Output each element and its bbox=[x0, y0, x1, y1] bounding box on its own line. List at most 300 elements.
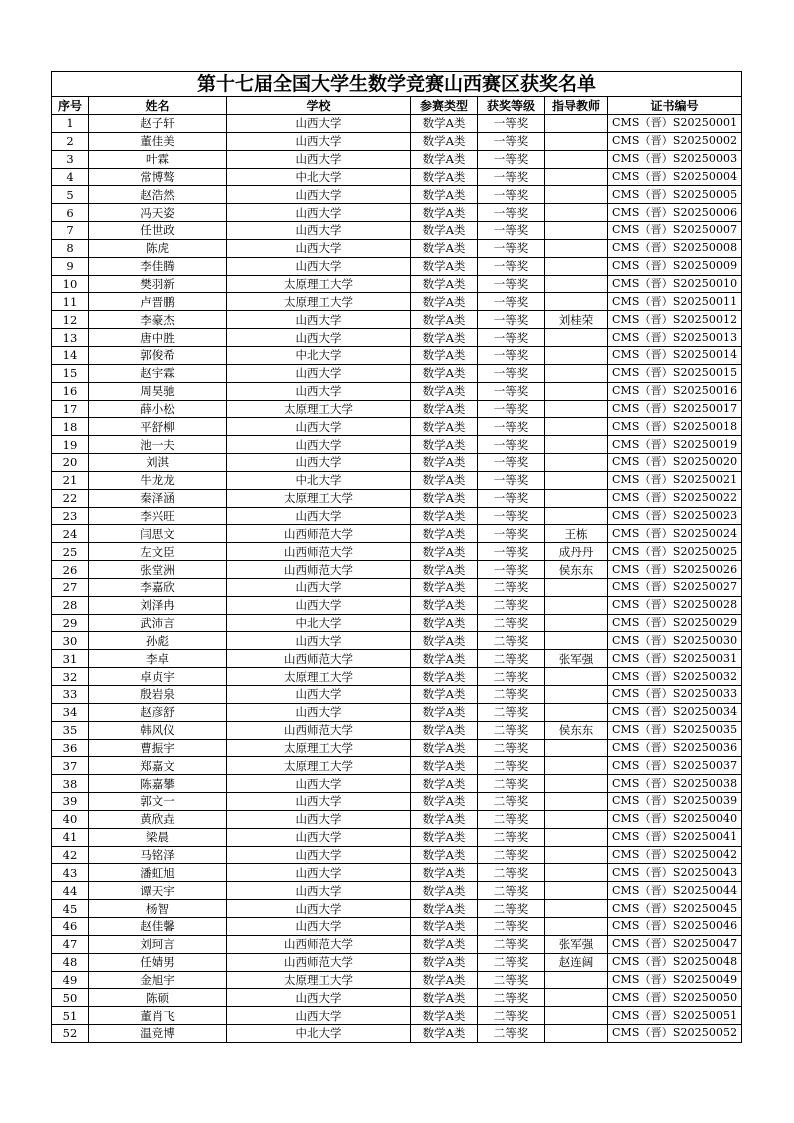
cell-index: 35 bbox=[52, 721, 89, 739]
cell-name: 马铭泽 bbox=[89, 846, 227, 864]
cell-advisor bbox=[545, 596, 608, 614]
table-row bbox=[52, 364, 742, 382]
cell-name: 任世政 bbox=[89, 222, 227, 240]
cell-category: 数学A类 bbox=[411, 489, 478, 507]
table-row bbox=[52, 115, 742, 133]
cell-advisor bbox=[545, 132, 608, 150]
cell-name: 常博骜 bbox=[89, 168, 227, 186]
cell-award-level: 二等奖 bbox=[478, 971, 545, 989]
table-row bbox=[52, 810, 742, 828]
cell-school: 山西大学 bbox=[227, 775, 411, 793]
cell-advisor bbox=[545, 668, 608, 686]
cell-advisor bbox=[545, 614, 608, 632]
cell-category: 数学A类 bbox=[411, 917, 478, 935]
cell-name: 孙彪 bbox=[89, 632, 227, 650]
cell-index: 18 bbox=[52, 418, 89, 436]
cell-school: 太原理工大学 bbox=[227, 275, 411, 293]
cell-name: 陈虎 bbox=[89, 239, 227, 257]
cell-advisor bbox=[545, 739, 608, 757]
cell-advisor: 张军强 bbox=[545, 650, 608, 668]
cell-index: 43 bbox=[52, 864, 89, 882]
cell-award-level: 二等奖 bbox=[478, 578, 545, 596]
cell-category: 数学A类 bbox=[411, 543, 478, 561]
header-name: 姓名 bbox=[89, 97, 227, 115]
cell-school: 山西大学 bbox=[227, 793, 411, 811]
cell-school: 山西师范大学 bbox=[227, 935, 411, 953]
cell-certificate-id: CMS（晋）S20250009 bbox=[608, 257, 742, 275]
table-row bbox=[52, 721, 742, 739]
cell-name: 武沛言 bbox=[89, 614, 227, 632]
cell-name: 韩风仪 bbox=[89, 721, 227, 739]
cell-school: 山西大学 bbox=[227, 257, 411, 275]
cell-award-level: 一等奖 bbox=[478, 275, 545, 293]
cell-category: 数学A类 bbox=[411, 596, 478, 614]
cell-certificate-id: CMS（晋）S20250044 bbox=[608, 882, 742, 900]
cell-certificate-id: CMS（晋）S20250014 bbox=[608, 346, 742, 364]
cell-school: 山西大学 bbox=[227, 989, 411, 1007]
cell-award-level: 一等奖 bbox=[478, 543, 545, 561]
cell-index: 48 bbox=[52, 953, 89, 971]
cell-index: 7 bbox=[52, 222, 89, 240]
table-row bbox=[52, 257, 742, 275]
cell-category: 数学A类 bbox=[411, 311, 478, 329]
table-row bbox=[52, 953, 742, 971]
cell-advisor bbox=[545, 757, 608, 775]
cell-index: 46 bbox=[52, 917, 89, 935]
cell-school: 山西大学 bbox=[227, 703, 411, 721]
cell-school: 山西大学 bbox=[227, 204, 411, 222]
cell-award-level: 二等奖 bbox=[478, 953, 545, 971]
cell-advisor bbox=[545, 364, 608, 382]
cell-school: 太原理工大学 bbox=[227, 971, 411, 989]
cell-certificate-id: CMS（晋）S20250052 bbox=[608, 1025, 742, 1043]
cell-name: 金旭宇 bbox=[89, 971, 227, 989]
cell-index: 40 bbox=[52, 810, 89, 828]
cell-name: 谭天宇 bbox=[89, 882, 227, 900]
cell-index: 19 bbox=[52, 436, 89, 454]
cell-award-level: 二等奖 bbox=[478, 614, 545, 632]
table-row bbox=[52, 632, 742, 650]
cell-advisor bbox=[545, 917, 608, 935]
cell-name: 李豪杰 bbox=[89, 311, 227, 329]
header-certificate-id: 证书编号 bbox=[608, 97, 742, 115]
cell-advisor bbox=[545, 329, 608, 347]
cell-category: 数学A类 bbox=[411, 686, 478, 704]
cell-award-level: 二等奖 bbox=[478, 721, 545, 739]
table-row bbox=[52, 900, 742, 918]
cell-index: 4 bbox=[52, 168, 89, 186]
cell-advisor bbox=[545, 971, 608, 989]
cell-index: 50 bbox=[52, 989, 89, 1007]
cell-school: 山西大学 bbox=[227, 454, 411, 472]
cell-school: 山西大学 bbox=[227, 115, 411, 133]
cell-award-level: 二等奖 bbox=[478, 882, 545, 900]
cell-index: 10 bbox=[52, 275, 89, 293]
table-row bbox=[52, 596, 742, 614]
cell-school: 山西师范大学 bbox=[227, 721, 411, 739]
cell-category: 数学A类 bbox=[411, 935, 478, 953]
cell-index: 5 bbox=[52, 186, 89, 204]
cell-category: 数学A类 bbox=[411, 471, 478, 489]
cell-award-level: 二等奖 bbox=[478, 703, 545, 721]
cell-category: 数学A类 bbox=[411, 418, 478, 436]
cell-category: 数学A类 bbox=[411, 257, 478, 275]
cell-award-level: 一等奖 bbox=[478, 436, 545, 454]
cell-advisor bbox=[545, 810, 608, 828]
cell-school: 山西师范大学 bbox=[227, 525, 411, 543]
cell-advisor bbox=[545, 186, 608, 204]
cell-advisor bbox=[545, 275, 608, 293]
cell-school: 山西大学 bbox=[227, 222, 411, 240]
cell-certificate-id: CMS（晋）S20250049 bbox=[608, 971, 742, 989]
cell-index: 11 bbox=[52, 293, 89, 311]
cell-index: 3 bbox=[52, 150, 89, 168]
table-row bbox=[52, 1007, 742, 1025]
cell-category: 数学A类 bbox=[411, 971, 478, 989]
cell-certificate-id: CMS（晋）S20250033 bbox=[608, 686, 742, 704]
cell-category: 数学A类 bbox=[411, 222, 478, 240]
cell-index: 6 bbox=[52, 204, 89, 222]
header-advisor: 指导教师 bbox=[545, 97, 608, 115]
cell-name: 冯天姿 bbox=[89, 204, 227, 222]
cell-name: 梁晨 bbox=[89, 828, 227, 846]
cell-certificate-id: CMS（晋）S20250008 bbox=[608, 239, 742, 257]
cell-name: 杨智 bbox=[89, 900, 227, 918]
cell-school: 中北大学 bbox=[227, 471, 411, 489]
cell-category: 数学A类 bbox=[411, 436, 478, 454]
cell-advisor bbox=[545, 150, 608, 168]
cell-index: 45 bbox=[52, 900, 89, 918]
cell-category: 数学A类 bbox=[411, 204, 478, 222]
cell-certificate-id: CMS（晋）S20250001 bbox=[608, 115, 742, 133]
cell-award-level: 一等奖 bbox=[478, 454, 545, 472]
cell-category: 数学A类 bbox=[411, 507, 478, 525]
cell-advisor bbox=[545, 454, 608, 472]
cell-award-level: 一等奖 bbox=[478, 311, 545, 329]
cell-school: 山西师范大学 bbox=[227, 561, 411, 579]
cell-certificate-id: CMS（晋）S20250016 bbox=[608, 382, 742, 400]
cell-category: 数学A类 bbox=[411, 132, 478, 150]
cell-advisor bbox=[545, 168, 608, 186]
cell-category: 数学A类 bbox=[411, 989, 478, 1007]
table-row bbox=[52, 793, 742, 811]
cell-certificate-id: CMS（晋）S20250018 bbox=[608, 418, 742, 436]
cell-certificate-id: CMS（晋）S20250050 bbox=[608, 989, 742, 1007]
cell-advisor bbox=[545, 1007, 608, 1025]
cell-name: 潘虹旭 bbox=[89, 864, 227, 882]
cell-advisor bbox=[545, 846, 608, 864]
cell-advisor bbox=[545, 828, 608, 846]
cell-index: 32 bbox=[52, 668, 89, 686]
cell-index: 14 bbox=[52, 346, 89, 364]
cell-school: 太原理工大学 bbox=[227, 293, 411, 311]
cell-advisor bbox=[545, 632, 608, 650]
cell-category: 数学A类 bbox=[411, 578, 478, 596]
cell-award-level: 二等奖 bbox=[478, 793, 545, 811]
cell-advisor bbox=[545, 471, 608, 489]
table-row bbox=[52, 132, 742, 150]
cell-school: 太原理工大学 bbox=[227, 400, 411, 418]
award-list-table bbox=[51, 71, 742, 1043]
cell-index: 22 bbox=[52, 489, 89, 507]
cell-advisor bbox=[545, 222, 608, 240]
cell-certificate-id: CMS（晋）S20250028 bbox=[608, 596, 742, 614]
cell-index: 2 bbox=[52, 132, 89, 150]
cell-index: 9 bbox=[52, 257, 89, 275]
cell-name: 董肖飞 bbox=[89, 1007, 227, 1025]
cell-index: 41 bbox=[52, 828, 89, 846]
cell-category: 数学A类 bbox=[411, 739, 478, 757]
table-row bbox=[52, 686, 742, 704]
cell-certificate-id: CMS（晋）S20250048 bbox=[608, 953, 742, 971]
cell-category: 数学A类 bbox=[411, 275, 478, 293]
header-row bbox=[52, 97, 742, 115]
cell-index: 30 bbox=[52, 632, 89, 650]
cell-name: 平舒柳 bbox=[89, 418, 227, 436]
table-row bbox=[52, 489, 742, 507]
cell-index: 1 bbox=[52, 115, 89, 133]
cell-certificate-id: CMS（晋）S20250003 bbox=[608, 150, 742, 168]
cell-category: 数学A类 bbox=[411, 329, 478, 347]
cell-certificate-id: CMS（晋）S20250046 bbox=[608, 917, 742, 935]
cell-name: 赵宇霖 bbox=[89, 364, 227, 382]
cell-name: 任婧男 bbox=[89, 953, 227, 971]
cell-index: 37 bbox=[52, 757, 89, 775]
header-category: 参赛类型 bbox=[411, 97, 478, 115]
cell-index: 31 bbox=[52, 650, 89, 668]
table-row bbox=[52, 150, 742, 168]
cell-school: 山西大学 bbox=[227, 186, 411, 204]
cell-index: 34 bbox=[52, 703, 89, 721]
cell-award-level: 一等奖 bbox=[478, 489, 545, 507]
cell-index: 25 bbox=[52, 543, 89, 561]
table-row bbox=[52, 311, 742, 329]
table-row bbox=[52, 186, 742, 204]
cell-certificate-id: CMS（晋）S20250026 bbox=[608, 561, 742, 579]
cell-index: 27 bbox=[52, 578, 89, 596]
cell-category: 数学A类 bbox=[411, 525, 478, 543]
cell-award-level: 一等奖 bbox=[478, 150, 545, 168]
cell-advisor bbox=[545, 703, 608, 721]
cell-school: 山西大学 bbox=[227, 846, 411, 864]
cell-name: 牛龙龙 bbox=[89, 471, 227, 489]
cell-name: 秦泽涵 bbox=[89, 489, 227, 507]
cell-certificate-id: CMS（晋）S20250038 bbox=[608, 775, 742, 793]
cell-name: 周昊驰 bbox=[89, 382, 227, 400]
cell-award-level: 二等奖 bbox=[478, 900, 545, 918]
cell-advisor bbox=[545, 507, 608, 525]
cell-advisor bbox=[545, 900, 608, 918]
table-body bbox=[52, 115, 742, 1043]
cell-index: 42 bbox=[52, 846, 89, 864]
cell-certificate-id: CMS（晋）S20250022 bbox=[608, 489, 742, 507]
cell-award-level: 二等奖 bbox=[478, 686, 545, 704]
cell-certificate-id: CMS（晋）S20250017 bbox=[608, 400, 742, 418]
table-row bbox=[52, 1025, 742, 1043]
cell-index: 49 bbox=[52, 971, 89, 989]
cell-certificate-id: CMS（晋）S20250006 bbox=[608, 204, 742, 222]
cell-name: 郭文一 bbox=[89, 793, 227, 811]
cell-category: 数学A类 bbox=[411, 454, 478, 472]
cell-school: 太原理工大学 bbox=[227, 739, 411, 757]
cell-award-level: 一等奖 bbox=[478, 346, 545, 364]
cell-award-level: 一等奖 bbox=[478, 561, 545, 579]
cell-index: 38 bbox=[52, 775, 89, 793]
cell-advisor bbox=[545, 882, 608, 900]
table-row bbox=[52, 346, 742, 364]
cell-school: 中北大学 bbox=[227, 168, 411, 186]
cell-school: 山西大学 bbox=[227, 436, 411, 454]
cell-certificate-id: CMS（晋）S20250039 bbox=[608, 793, 742, 811]
header-award-level: 获奖等级 bbox=[478, 97, 545, 115]
table-row bbox=[52, 543, 742, 561]
cell-award-level: 二等奖 bbox=[478, 650, 545, 668]
cell-category: 数学A类 bbox=[411, 239, 478, 257]
table-row bbox=[52, 775, 742, 793]
cell-school: 山西大学 bbox=[227, 1007, 411, 1025]
cell-advisor: 王栋 bbox=[545, 525, 608, 543]
cell-award-level: 二等奖 bbox=[478, 828, 545, 846]
cell-name: 赵子轩 bbox=[89, 115, 227, 133]
cell-advisor bbox=[545, 115, 608, 133]
cell-certificate-id: CMS（晋）S20250041 bbox=[608, 828, 742, 846]
cell-school: 山西大学 bbox=[227, 810, 411, 828]
cell-award-level: 一等奖 bbox=[478, 471, 545, 489]
table-row bbox=[52, 454, 742, 472]
cell-school: 山西大学 bbox=[227, 900, 411, 918]
cell-award-level: 二等奖 bbox=[478, 810, 545, 828]
cell-award-level: 二等奖 bbox=[478, 775, 545, 793]
cell-certificate-id: CMS（晋）S20250011 bbox=[608, 293, 742, 311]
cell-award-level: 二等奖 bbox=[478, 1007, 545, 1025]
cell-category: 数学A类 bbox=[411, 721, 478, 739]
cell-category: 数学A类 bbox=[411, 793, 478, 811]
cell-advisor bbox=[545, 436, 608, 454]
table-row bbox=[52, 650, 742, 668]
cell-award-level: 二等奖 bbox=[478, 917, 545, 935]
cell-name: 赵浩然 bbox=[89, 186, 227, 204]
cell-award-level: 二等奖 bbox=[478, 632, 545, 650]
cell-school: 中北大学 bbox=[227, 346, 411, 364]
cell-award-level: 二等奖 bbox=[478, 596, 545, 614]
table-row bbox=[52, 275, 742, 293]
cell-index: 16 bbox=[52, 382, 89, 400]
table-row bbox=[52, 400, 742, 418]
cell-school: 中北大学 bbox=[227, 614, 411, 632]
cell-name: 卢晋鹏 bbox=[89, 293, 227, 311]
cell-certificate-id: CMS（晋）S20250034 bbox=[608, 703, 742, 721]
cell-name: 郑嘉文 bbox=[89, 757, 227, 775]
cell-category: 数学A类 bbox=[411, 1025, 478, 1043]
cell-certificate-id: CMS（晋）S20250025 bbox=[608, 543, 742, 561]
cell-index: 36 bbox=[52, 739, 89, 757]
cell-category: 数学A类 bbox=[411, 400, 478, 418]
cell-index: 24 bbox=[52, 525, 89, 543]
table-row bbox=[52, 436, 742, 454]
cell-name: 张堂洲 bbox=[89, 561, 227, 579]
cell-category: 数学A类 bbox=[411, 346, 478, 364]
cell-category: 数学A类 bbox=[411, 953, 478, 971]
cell-category: 数学A类 bbox=[411, 561, 478, 579]
cell-index: 21 bbox=[52, 471, 89, 489]
cell-award-level: 一等奖 bbox=[478, 257, 545, 275]
cell-advisor bbox=[545, 578, 608, 596]
table-row bbox=[52, 917, 742, 935]
cell-certificate-id: CMS（晋）S20250024 bbox=[608, 525, 742, 543]
cell-award-level: 一等奖 bbox=[478, 168, 545, 186]
cell-category: 数学A类 bbox=[411, 882, 478, 900]
cell-name: 曹振宇 bbox=[89, 739, 227, 757]
cell-certificate-id: CMS（晋）S20250023 bbox=[608, 507, 742, 525]
header-index: 序号 bbox=[52, 97, 89, 115]
document-title: 第十七届全国大学生数学竞赛山西赛区获奖名单 bbox=[52, 72, 742, 97]
cell-index: 8 bbox=[52, 239, 89, 257]
cell-category: 数学A类 bbox=[411, 115, 478, 133]
cell-advisor bbox=[545, 400, 608, 418]
cell-certificate-id: CMS（晋）S20250045 bbox=[608, 900, 742, 918]
cell-category: 数学A类 bbox=[411, 168, 478, 186]
cell-category: 数学A类 bbox=[411, 650, 478, 668]
table-row bbox=[52, 471, 742, 489]
cell-name: 樊羽新 bbox=[89, 275, 227, 293]
cell-name: 唐中胜 bbox=[89, 329, 227, 347]
cell-category: 数学A类 bbox=[411, 703, 478, 721]
cell-certificate-id: CMS（晋）S20250015 bbox=[608, 364, 742, 382]
cell-category: 数学A类 bbox=[411, 900, 478, 918]
table-row bbox=[52, 935, 742, 953]
table-row bbox=[52, 864, 742, 882]
cell-category: 数学A类 bbox=[411, 614, 478, 632]
cell-name: 叶霖 bbox=[89, 150, 227, 168]
cell-certificate-id: CMS（晋）S20250047 bbox=[608, 935, 742, 953]
table-row bbox=[52, 703, 742, 721]
cell-category: 数学A类 bbox=[411, 382, 478, 400]
cell-index: 15 bbox=[52, 364, 89, 382]
cell-school: 山西大学 bbox=[227, 311, 411, 329]
cell-certificate-id: CMS（晋）S20250019 bbox=[608, 436, 742, 454]
cell-index: 23 bbox=[52, 507, 89, 525]
cell-advisor bbox=[545, 257, 608, 275]
cell-index: 20 bbox=[52, 454, 89, 472]
cell-school: 太原理工大学 bbox=[227, 489, 411, 507]
cell-category: 数学A类 bbox=[411, 186, 478, 204]
cell-school: 山西大学 bbox=[227, 686, 411, 704]
cell-school: 山西大学 bbox=[227, 882, 411, 900]
cell-category: 数学A类 bbox=[411, 775, 478, 793]
table-row bbox=[52, 239, 742, 257]
cell-school: 太原理工大学 bbox=[227, 757, 411, 775]
cell-award-level: 一等奖 bbox=[478, 382, 545, 400]
cell-index: 28 bbox=[52, 596, 89, 614]
cell-category: 数学A类 bbox=[411, 810, 478, 828]
cell-name: 李兴旺 bbox=[89, 507, 227, 525]
cell-name: 李佳腾 bbox=[89, 257, 227, 275]
cell-certificate-id: CMS（晋）S20250040 bbox=[608, 810, 742, 828]
cell-award-level: 二等奖 bbox=[478, 846, 545, 864]
cell-school: 山西大学 bbox=[227, 828, 411, 846]
cell-category: 数学A类 bbox=[411, 846, 478, 864]
cell-certificate-id: CMS（晋）S20250013 bbox=[608, 329, 742, 347]
table-row bbox=[52, 739, 742, 757]
table-row bbox=[52, 222, 742, 240]
cell-advisor bbox=[545, 989, 608, 1007]
cell-award-level: 一等奖 bbox=[478, 329, 545, 347]
cell-certificate-id: CMS（晋）S20250035 bbox=[608, 721, 742, 739]
cell-category: 数学A类 bbox=[411, 864, 478, 882]
table-row bbox=[52, 846, 742, 864]
cell-index: 17 bbox=[52, 400, 89, 418]
cell-school: 山西大学 bbox=[227, 917, 411, 935]
